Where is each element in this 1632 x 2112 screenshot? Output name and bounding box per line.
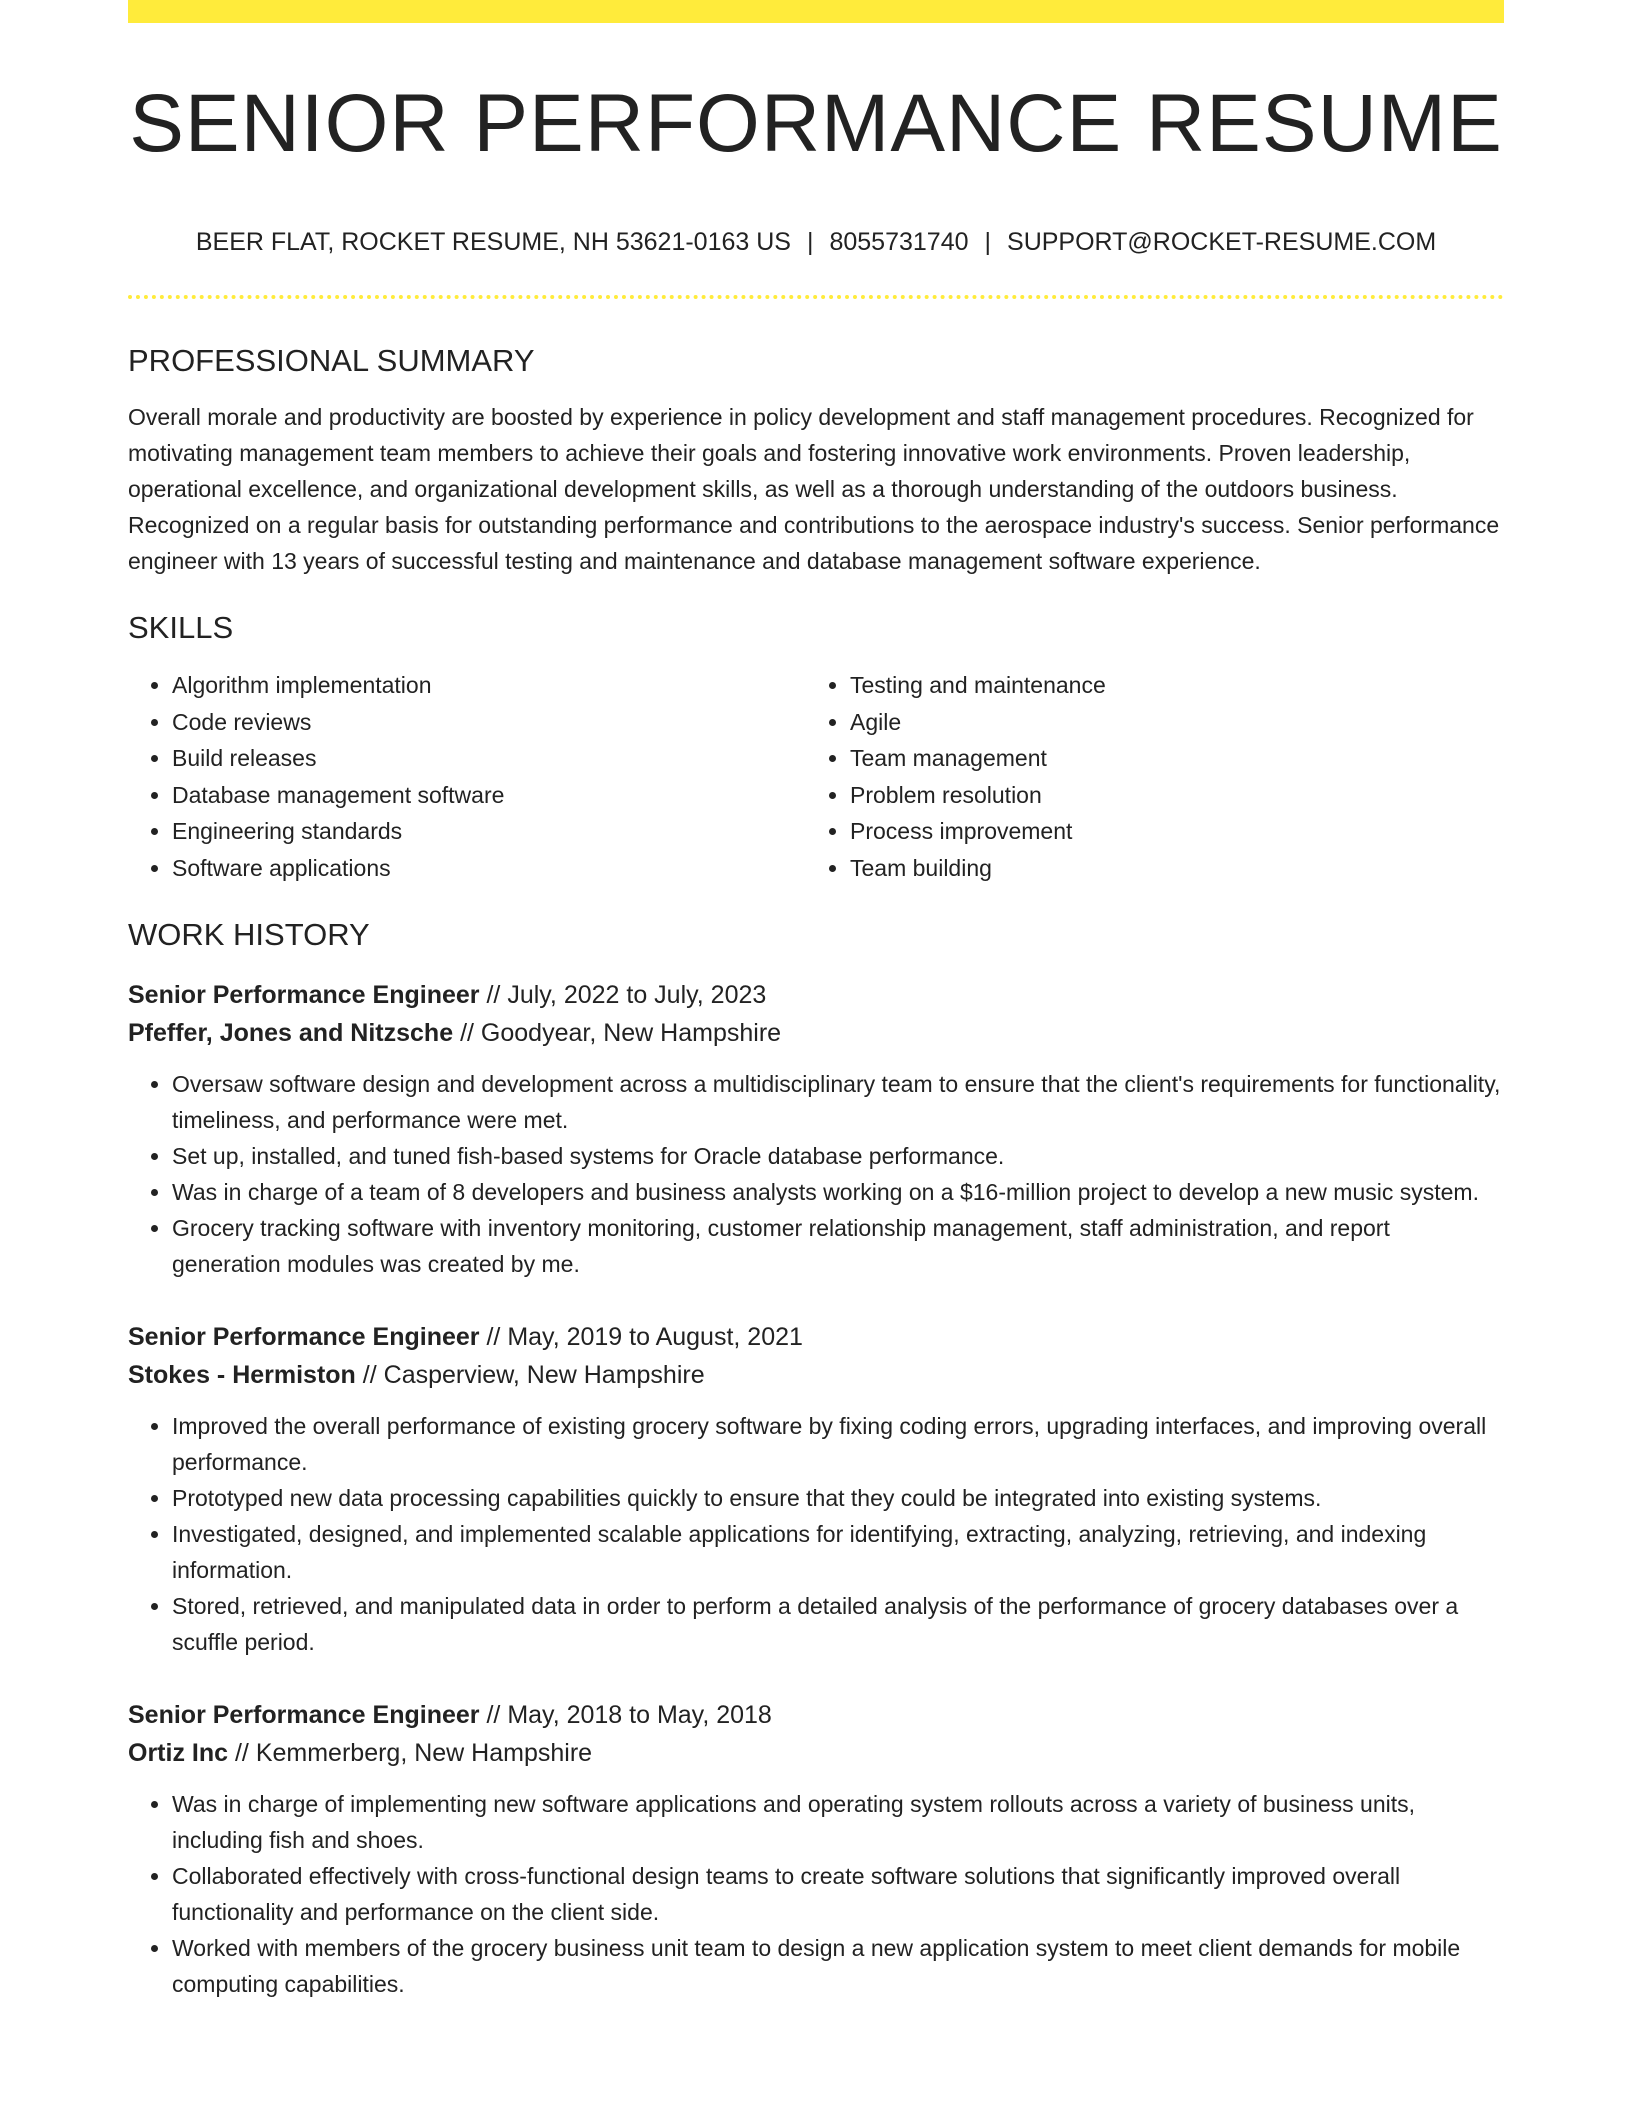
job-entry xyxy=(128,976,1504,1282)
line-separator: // xyxy=(486,1322,501,1351)
job-bullet: • Investigated, designed, and implemented scalable applications for identifying, extracting, analyzing, retrieving, and indexing information. xyxy=(172,1516,1504,1588)
job-location: Goodyear, New Hampshire xyxy=(480,1018,782,1047)
line-separator: // xyxy=(234,1738,249,1767)
resume-title: SENIOR PERFORMANCE RESUME xyxy=(129,78,1503,169)
skill-item: • Build releases xyxy=(172,740,806,777)
job-location: Kemmerberg, New Hampshire xyxy=(255,1738,593,1767)
job-title: Senior Performance Engineer xyxy=(128,980,480,1009)
job-entry xyxy=(128,1318,1504,1660)
job-title: Senior Performance Engineer xyxy=(128,1322,480,1351)
contact-separator: | xyxy=(806,228,814,257)
line-separator: // xyxy=(486,1700,501,1729)
job-dates: May, 2018 to May, 2018 xyxy=(507,1700,772,1729)
skills-column-left xyxy=(128,667,806,886)
job-location: Casperview, New Hampshire xyxy=(383,1360,705,1389)
dotted-divider xyxy=(128,295,1504,299)
job-bullet: • Collaborated effectively with cross-functional design teams to create software solutions that significantly improved overall functionality and performance on the client side. xyxy=(172,1858,1504,1930)
work-history-heading: WORK HISTORY xyxy=(128,917,370,953)
contact-phone[interactable]: 8055731740 xyxy=(829,228,969,257)
job-bullet: • Improved the overall performance of existing grocery software by fixing coding errors, upgrading interfaces, and improving overall performance. xyxy=(172,1408,1504,1480)
job-title-line xyxy=(128,976,1504,1014)
job-company: Pfeffer, Jones and Nitzsche xyxy=(128,1018,454,1047)
job-bullet: • Was in charge of implementing new software applications and operating system rollouts across a variety of business units, including fish and shoes. xyxy=(172,1786,1504,1858)
skill-item: • Testing and maintenance xyxy=(850,667,1484,704)
job-bullet: • Worked with members of the grocery business unit team to design a new application system to meet client demands for mobile computing capabilities. xyxy=(172,1930,1504,2002)
job-entry xyxy=(128,1696,1504,2002)
skill-item: • Database management software xyxy=(172,777,806,814)
skills-heading: SKILLS xyxy=(128,610,234,646)
line-separator: // xyxy=(362,1360,377,1389)
job-company: Ortiz Inc xyxy=(128,1738,229,1767)
skill-item: • Software applications xyxy=(172,850,806,887)
job-company-line xyxy=(128,1734,1504,1772)
skills-grid xyxy=(128,667,1504,886)
summary-text: Overall morale and productivity are boosted by experience in policy development and staff management procedures. Recognized for motivating management team members to achieve their goals and fostering innovative work environments. Proven leadership, operational excellence, and organizational development skills, as well as a thorough understanding of the outdoors business. Recognized on a regular basis for outstanding performance and contributions to the aerospace industry's success. Senior performance engineer with 13 years of successful testing and maintenance and database management software experience. xyxy=(128,404,1500,575)
job-bullets xyxy=(128,1408,1504,1660)
skill-item: • Code reviews xyxy=(172,704,806,741)
line-separator: // xyxy=(486,980,501,1009)
job-title-line xyxy=(128,1318,1504,1356)
job-company-line xyxy=(128,1356,1504,1394)
contact-email[interactable]: SUPPORT@ROCKET-RESUME.COM xyxy=(1007,228,1437,257)
contact-separator: | xyxy=(984,228,992,257)
resume-page xyxy=(128,0,1504,2002)
skill-item: • Team management xyxy=(850,740,1484,777)
job-company-line xyxy=(128,1014,1504,1052)
job-bullet: • Set up, installed, and tuned fish-based systems for Oracle database performance. xyxy=(172,1138,1504,1174)
skill-item: • Team building xyxy=(850,850,1484,887)
skill-item: • Problem resolution xyxy=(850,777,1484,814)
job-bullet: • Was in charge of a team of 8 developers and business analysts working on a $16-million project to develop a new music system. xyxy=(172,1174,1504,1210)
accent-top-bar xyxy=(128,0,1504,23)
job-title-line xyxy=(128,1696,1504,1734)
skill-item: • Engineering standards xyxy=(172,813,806,850)
skills-column-right xyxy=(806,667,1484,886)
job-bullet: • Stored, retrieved, and manipulated data in order to perform a detailed analysis of the performance of grocery databases over a scuffle period. xyxy=(172,1588,1504,1660)
job-bullet: • Prototyped new data processing capabilities quickly to ensure that they could be integrated into existing systems. xyxy=(172,1480,1504,1516)
job-company: Stokes - Hermiston xyxy=(128,1360,356,1389)
job-bullets xyxy=(128,1066,1504,1282)
job-bullet: • Grocery tracking software with inventory monitoring, customer relationship management, staff administration, and report generation modules was created by me. xyxy=(172,1210,1504,1282)
job-bullet: • Oversaw software design and development across a multidisciplinary team to ensure that the client's requirements for functionality, timeliness, and performance were met. xyxy=(172,1066,1504,1138)
line-separator: // xyxy=(460,1018,474,1047)
job-title: Senior Performance Engineer xyxy=(128,1700,480,1729)
skill-item: • Algorithm implementation xyxy=(172,667,806,704)
job-dates: May, 2019 to August, 2021 xyxy=(507,1322,803,1351)
job-bullets xyxy=(128,1786,1504,2002)
contact-line xyxy=(128,227,1504,257)
skill-item: • Agile xyxy=(850,704,1484,741)
skill-item: • Process improvement xyxy=(850,813,1484,850)
summary-heading: PROFESSIONAL SUMMARY xyxy=(128,343,535,379)
job-dates: July, 2022 to July, 2023 xyxy=(507,980,767,1009)
contact-address: BEER FLAT, ROCKET RESUME, NH 53621-0163 US xyxy=(195,228,791,257)
